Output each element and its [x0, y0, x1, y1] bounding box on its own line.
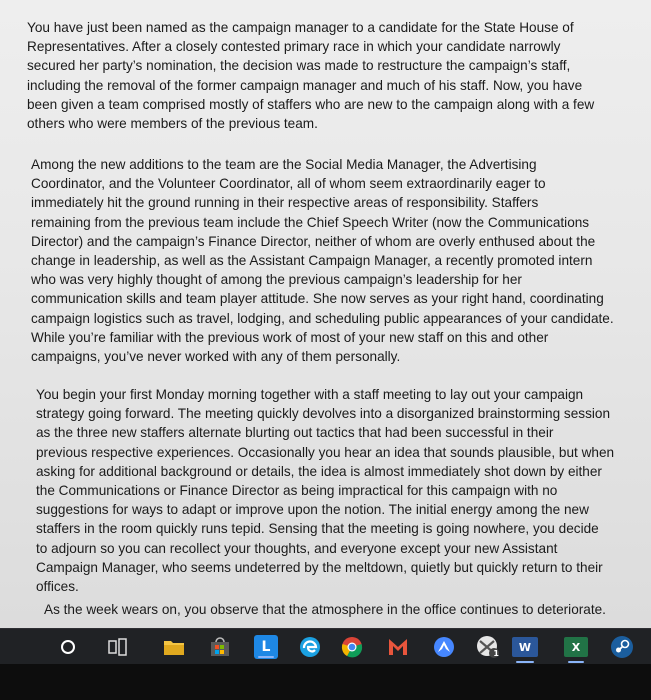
text-line: offices. — [36, 579, 79, 595]
lockdown-browser-icon[interactable] — [254, 635, 278, 659]
word-letter: W — [518, 640, 532, 654]
paragraph-meeting — [36, 385, 614, 596]
steam-icon[interactable] — [610, 635, 634, 659]
text-line: Among the new additions to the team are the Social Media Manager, the Advertising — [31, 157, 537, 172]
lockdown-letter: L — [261, 639, 271, 655]
text-line: asking for additional background or details, the idea is almost immediately shot down by either — [36, 463, 602, 479]
text-line: Campaign Manager, who seems undeterred by the meltdown, quietly but quickly return to their — [36, 559, 603, 575]
task-view-icon[interactable] — [106, 635, 130, 659]
xbox-badge-count: 1 — [493, 649, 499, 658]
text-line: been given a team comprised mostly of staffers who are new to the campaign along with a few — [27, 96, 595, 112]
store-icon[interactable] — [208, 635, 232, 659]
text-line: previous respective experiences. Occasionally you hear an idea that sounds plausible, but when — [36, 444, 615, 460]
active-indicator — [516, 661, 534, 663]
taskbar — [0, 628, 651, 665]
excel-letter: X — [571, 640, 581, 654]
text-line: As the week wears on, you observe that the atmosphere in the office continues to deteriorate. — [44, 602, 606, 617]
text-line: immediately hit the ground running in their respective areas of responsibility. Staffers — [31, 195, 539, 211]
paragraph-intro — [27, 18, 594, 133]
text-line: Coordinator, and the Volunteer Coordinator, all of whom seem extraordinarily eager to — [31, 176, 546, 192]
text-line: remaining from the previous team include the Chief Speech Writer (now the Communications — [31, 214, 590, 230]
text-line: communication skills and team player attitude. She now serves as your right hand, coordinating — [31, 291, 604, 307]
word-icon[interactable] — [512, 637, 538, 657]
active-indicator — [258, 656, 274, 658]
text-line: You begin your first Monday morning together with a staff meeting to lay out your campaign — [36, 387, 584, 402]
active-indicator — [568, 661, 584, 663]
search-circle-icon[interactable] — [56, 635, 80, 659]
text-line: staffers in the room quickly runs tepid. Sensing that the meeting is going nowhere, you decide — [36, 521, 599, 537]
text-line: change in leadership, as well as the Assistant Campaign Manager, a recently promoted intern — [31, 253, 593, 269]
nordvpn-icon[interactable] — [432, 635, 456, 659]
text-line: Representatives. After a closely contested primary race in which your candidate narrowly — [27, 39, 561, 55]
text-line: others who were members of the previous team. — [27, 116, 318, 132]
file-explorer-icon[interactable] — [162, 635, 186, 659]
text-line: who was very highly thought of among the previous campaign’s leadership for her — [31, 272, 522, 288]
paragraph-week — [44, 600, 606, 619]
text-line: as the three new staffers alternate blurting out tactics that had been successful in their — [36, 425, 554, 441]
text-line: While you’re familiar with the previous work of most of your new staff on this and other — [31, 329, 549, 345]
text-line: campaign logistics such as travel, lodging, and scheduling public appearances of your candidate. — [31, 310, 614, 326]
text-line: the Communications or Finance Director as being impractical for this campaign with no — [36, 483, 558, 499]
text-line: campaigns, you’ve never worked with any of them personally. — [31, 349, 401, 365]
edge-icon[interactable] — [298, 635, 322, 659]
text-line: secured her party’s nomination, the decision was made to restructure the campaign’s staff, — [27, 58, 571, 74]
text-line: including the removal of the former campaign manager and much of his staff. Now, you have — [27, 77, 583, 93]
paragraph-team — [31, 155, 614, 366]
text-line: Director) and the campaign’s Finance Director, neither of whom are overly enthused about the — [31, 233, 596, 249]
malwarebytes-icon[interactable] — [386, 635, 410, 659]
chrome-icon[interactable] — [340, 635, 364, 659]
monitor-bezel — [0, 664, 651, 700]
excel-icon[interactable] — [564, 637, 588, 657]
text-line: strategy going forward. The meeting quickly devolves into a disorganized brainstorming session — [36, 406, 611, 422]
text-line: suggestions for ways to adapt or improve upon the notion. The initial energy among the new — [36, 502, 589, 518]
text-line: You have just been named as the campaign manager to a candidate for the State House of — [27, 20, 574, 35]
text-line: to adjourn so you can recollect your thoughts, and everyone except your new Assistant — [36, 540, 558, 556]
xbox-icon[interactable] — [476, 635, 500, 659]
